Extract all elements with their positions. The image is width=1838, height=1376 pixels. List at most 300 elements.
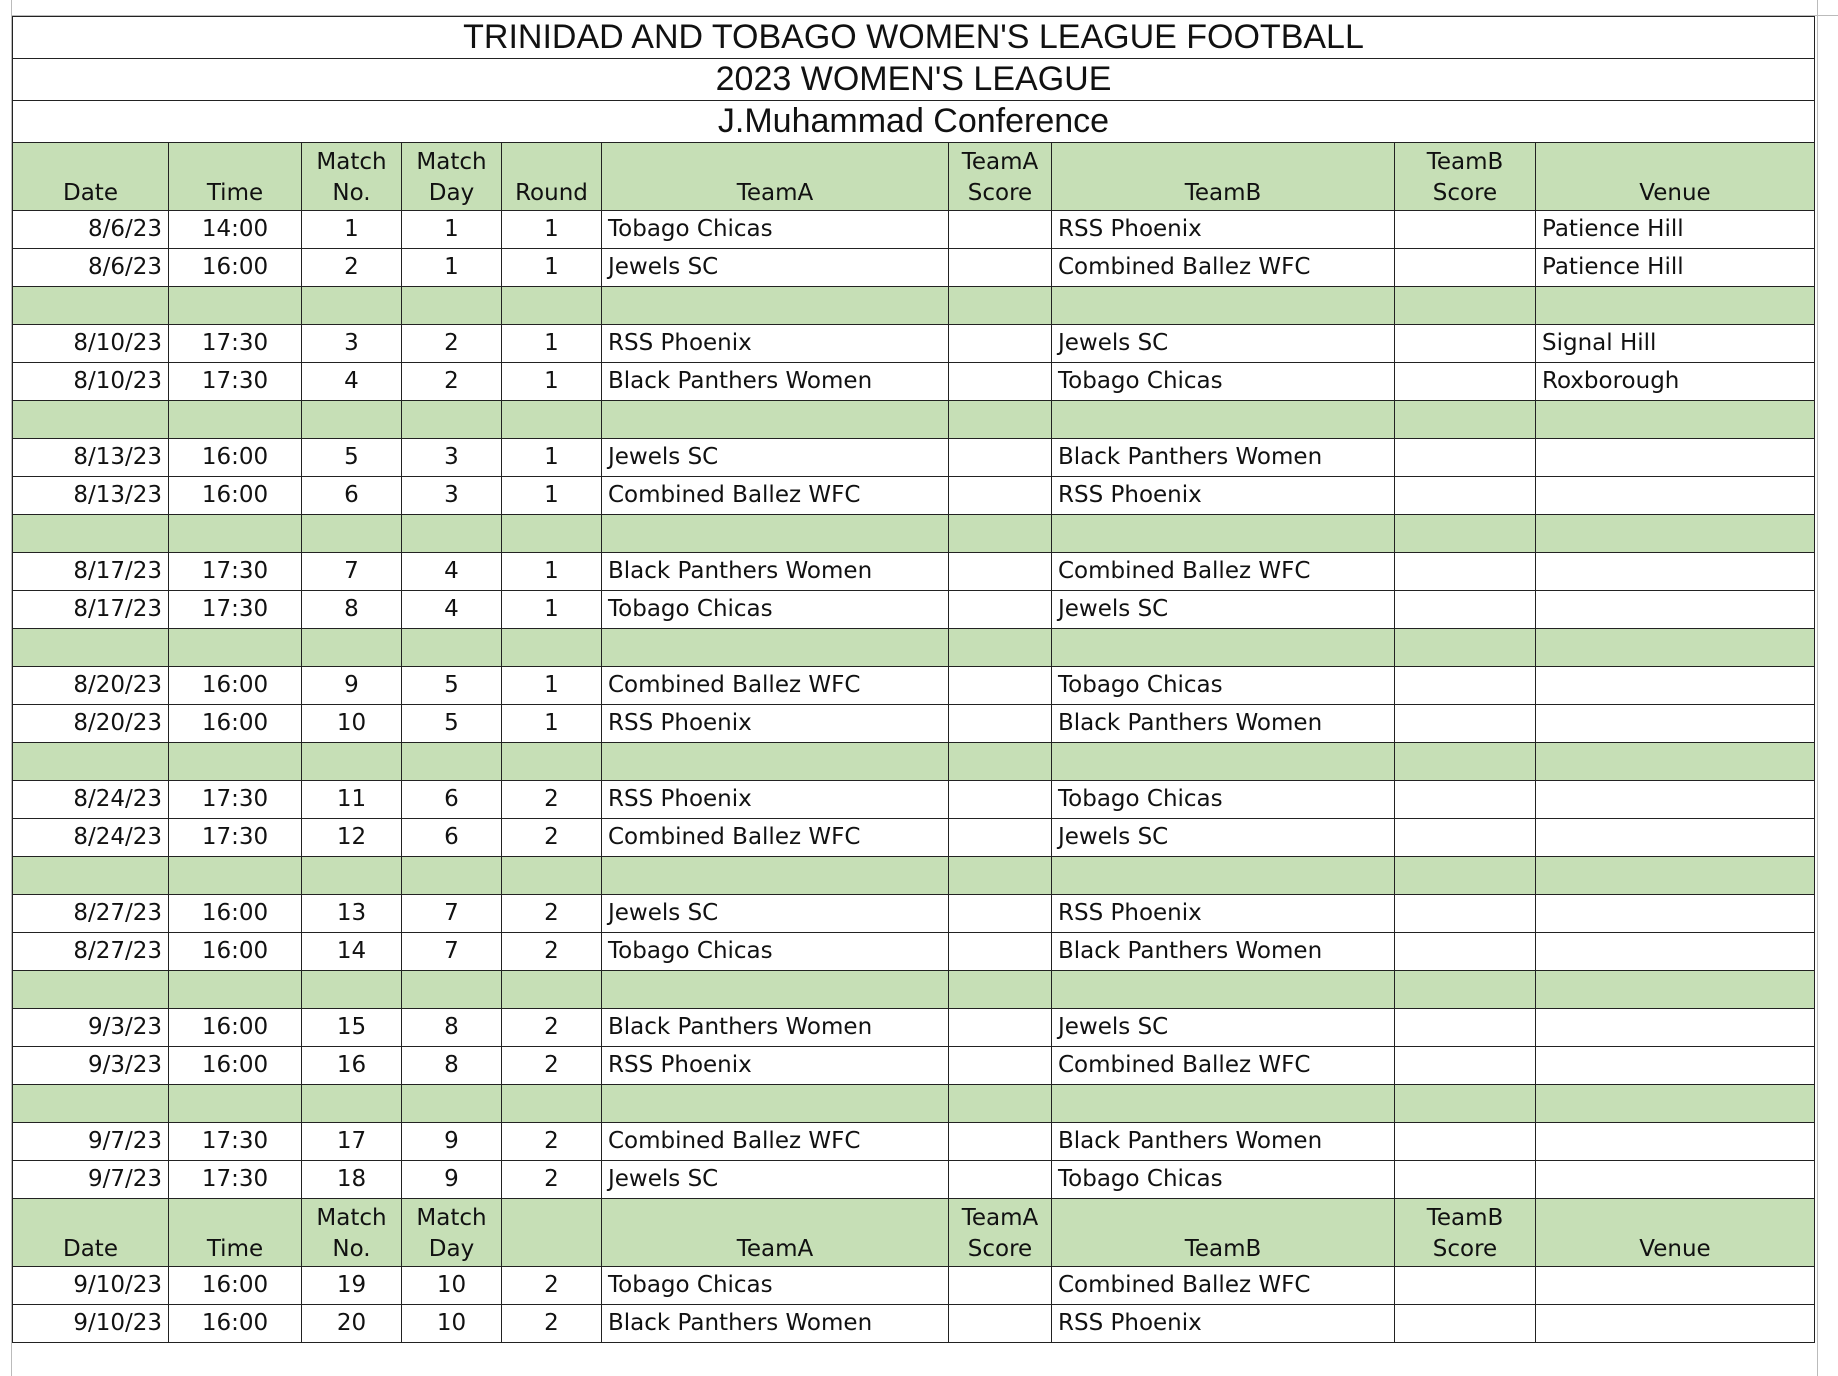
cell-date[interactable]: 8/24/23	[13, 781, 169, 819]
cell-teama[interactable]: Black Panthers Women	[602, 363, 949, 401]
cell-teamb-score[interactable]	[1395, 1161, 1536, 1199]
cell-venue[interactable]	[1536, 439, 1815, 477]
separator-cell[interactable]	[13, 287, 169, 325]
cell-match-no[interactable]: 7	[302, 553, 402, 591]
separator-cell[interactable]	[602, 401, 949, 439]
separator-cell[interactable]	[302, 1085, 402, 1123]
cell-teamb[interactable]: Combined Ballez WFC	[1052, 1047, 1395, 1085]
cell-date[interactable]: 9/3/23	[13, 1009, 169, 1047]
cell-date[interactable]: 8/6/23	[13, 211, 169, 249]
separator-cell[interactable]	[13, 971, 169, 1009]
header-teamb-score[interactable]	[1395, 1199, 1536, 1267]
header-teamb[interactable]: TeamB	[1052, 143, 1395, 211]
cell-teama[interactable]: RSS Phoenix	[602, 705, 949, 743]
cell-teama-score[interactable]	[949, 895, 1052, 933]
league-title[interactable]: TRINIDAD AND TOBAGO WOMEN'S LEAGUE FOOTBALL	[13, 17, 1815, 59]
separator-cell[interactable]	[949, 629, 1052, 667]
cell-teama[interactable]: Jewels SC	[602, 895, 949, 933]
separator-cell[interactable]	[949, 857, 1052, 895]
cell-teama[interactable]: Black Panthers Women	[602, 1009, 949, 1047]
separator-cell[interactable]	[302, 515, 402, 553]
separator-cell[interactable]	[13, 743, 169, 781]
separator-cell[interactable]	[602, 287, 949, 325]
cell-match-no[interactable]: 6	[302, 477, 402, 515]
cell-teamb[interactable]: Jewels SC	[1052, 819, 1395, 857]
cell-time[interactable]: 17:30	[169, 781, 302, 819]
cell-teama-score[interactable]	[949, 1123, 1052, 1161]
cell-time[interactable]: 16:00	[169, 1009, 302, 1047]
cell-match-day[interactable]: 5	[402, 705, 502, 743]
separator-cell[interactable]	[602, 629, 949, 667]
cell-teamb[interactable]: Jewels SC	[1052, 325, 1395, 363]
separator-cell[interactable]	[402, 515, 502, 553]
cell-teamb[interactable]: Black Panthers Women	[1052, 1123, 1395, 1161]
separator-cell[interactable]	[602, 857, 949, 895]
cell-teamb[interactable]: Combined Ballez WFC	[1052, 553, 1395, 591]
cell-match-no[interactable]: 5	[302, 439, 402, 477]
cell-venue[interactable]	[1536, 1009, 1815, 1047]
cell-round[interactable]: 1	[502, 363, 602, 401]
cell-venue[interactable]	[1536, 705, 1815, 743]
cell-venue[interactable]: Patience Hill	[1536, 249, 1815, 287]
separator-cell[interactable]	[1536, 743, 1815, 781]
cell-teama-score[interactable]	[949, 249, 1052, 287]
cell-teamb-score[interactable]	[1395, 249, 1536, 287]
cell-match-day[interactable]: 6	[402, 819, 502, 857]
cell-match-no[interactable]: 9	[302, 667, 402, 705]
cell-time[interactable]: 17:30	[169, 553, 302, 591]
cell-time[interactable]: 16:00	[169, 477, 302, 515]
header-match-no[interactable]	[302, 143, 402, 211]
header-venue[interactable]: Venue	[1536, 143, 1815, 211]
separator-cell[interactable]	[1052, 743, 1395, 781]
cell-teamb-score[interactable]	[1395, 895, 1536, 933]
cell-venue[interactable]	[1536, 667, 1815, 705]
separator-cell[interactable]	[1052, 971, 1395, 1009]
separator-cell[interactable]	[1395, 857, 1536, 895]
cell-teama-score[interactable]	[949, 363, 1052, 401]
separator-cell[interactable]	[1536, 287, 1815, 325]
cell-teama-score[interactable]	[949, 439, 1052, 477]
cell-match-no[interactable]: 20	[302, 1305, 402, 1343]
separator-cell[interactable]	[169, 401, 302, 439]
separator-cell[interactable]	[169, 743, 302, 781]
cell-date[interactable]: 9/7/23	[13, 1161, 169, 1199]
separator-cell[interactable]	[1395, 287, 1536, 325]
cell-time[interactable]: 16:00	[169, 1305, 302, 1343]
cell-teama[interactable]: Combined Ballez WFC	[602, 1123, 949, 1161]
cell-teamb-score[interactable]	[1395, 1047, 1536, 1085]
separator-cell[interactable]	[402, 743, 502, 781]
cell-time[interactable]: 16:00	[169, 667, 302, 705]
separator-cell[interactable]	[402, 1085, 502, 1123]
separator-cell[interactable]	[1052, 287, 1395, 325]
cell-round[interactable]: 1	[502, 591, 602, 629]
separator-cell[interactable]	[949, 971, 1052, 1009]
separator-cell[interactable]	[402, 971, 502, 1009]
cell-teama-score[interactable]	[949, 325, 1052, 363]
cell-round[interactable]: 2	[502, 1267, 602, 1305]
cell-teama[interactable]: RSS Phoenix	[602, 325, 949, 363]
cell-match-no[interactable]: 19	[302, 1267, 402, 1305]
cell-round[interactable]: 2	[502, 1047, 602, 1085]
separator-cell[interactable]	[1395, 1085, 1536, 1123]
cell-teamb-score[interactable]	[1395, 363, 1536, 401]
cell-teamb[interactable]: Black Panthers Women	[1052, 705, 1395, 743]
header-match-day[interactable]	[402, 1199, 502, 1267]
cell-match-no[interactable]: 8	[302, 591, 402, 629]
cell-round[interactable]: 2	[502, 781, 602, 819]
cell-match-day[interactable]: 5	[402, 667, 502, 705]
cell-time[interactable]: 17:30	[169, 325, 302, 363]
cell-teamb[interactable]: Combined Ballez WFC	[1052, 1267, 1395, 1305]
cell-venue[interactable]	[1536, 1123, 1815, 1161]
cell-venue[interactable]	[1536, 895, 1815, 933]
separator-cell[interactable]	[402, 857, 502, 895]
separator-cell[interactable]	[302, 857, 402, 895]
separator-cell[interactable]	[402, 401, 502, 439]
cell-teama-score[interactable]	[949, 705, 1052, 743]
separator-cell[interactable]	[602, 743, 949, 781]
cell-venue[interactable]	[1536, 591, 1815, 629]
separator-cell[interactable]	[1395, 971, 1536, 1009]
cell-match-day[interactable]: 4	[402, 591, 502, 629]
cell-teamb[interactable]: Tobago Chicas	[1052, 667, 1395, 705]
cell-teama-score[interactable]	[949, 1305, 1052, 1343]
cell-date[interactable]: 8/27/23	[13, 895, 169, 933]
separator-cell[interactable]	[1395, 401, 1536, 439]
cell-match-no[interactable]: 11	[302, 781, 402, 819]
header-date[interactable]: Date	[13, 143, 169, 211]
cell-teamb-score[interactable]	[1395, 553, 1536, 591]
cell-teamb-score[interactable]	[1395, 781, 1536, 819]
cell-date[interactable]: 8/6/23	[13, 249, 169, 287]
separator-cell[interactable]	[302, 287, 402, 325]
cell-teama-score[interactable]	[949, 667, 1052, 705]
cell-teamb-score[interactable]	[1395, 1009, 1536, 1047]
cell-teamb-score[interactable]	[1395, 591, 1536, 629]
cell-venue[interactable]	[1536, 477, 1815, 515]
cell-time[interactable]: 16:00	[169, 439, 302, 477]
cell-teama-score[interactable]	[949, 591, 1052, 629]
separator-cell[interactable]	[1536, 1085, 1815, 1123]
cell-date[interactable]: 8/13/23	[13, 477, 169, 515]
cell-round[interactable]: 1	[502, 667, 602, 705]
cell-match-no[interactable]: 10	[302, 705, 402, 743]
cell-match-no[interactable]: 18	[302, 1161, 402, 1199]
cell-venue[interactable]	[1536, 1305, 1815, 1343]
cell-date[interactable]: 8/27/23	[13, 933, 169, 971]
cell-match-no[interactable]: 4	[302, 363, 402, 401]
cell-teamb[interactable]: RSS Phoenix	[1052, 211, 1395, 249]
cell-date[interactable]: 8/20/23	[13, 705, 169, 743]
separator-cell[interactable]	[302, 971, 402, 1009]
header-teamb-score[interactable]	[1395, 143, 1536, 211]
cell-match-no[interactable]: 2	[302, 249, 402, 287]
separator-cell[interactable]	[1052, 515, 1395, 553]
separator-cell[interactable]	[1536, 971, 1815, 1009]
conference-title[interactable]: J.Muhammad Conference	[13, 101, 1815, 143]
separator-cell[interactable]	[302, 401, 402, 439]
cell-teamb[interactable]: Black Panthers Women	[1052, 439, 1395, 477]
cell-round[interactable]: 2	[502, 1009, 602, 1047]
cell-teama-score[interactable]	[949, 1161, 1052, 1199]
separator-cell[interactable]	[1052, 857, 1395, 895]
cell-time[interactable]: 14:00	[169, 211, 302, 249]
separator-cell[interactable]	[1395, 629, 1536, 667]
cell-teamb[interactable]: Jewels SC	[1052, 1009, 1395, 1047]
separator-cell[interactable]	[502, 629, 602, 667]
cell-teama[interactable]: Combined Ballez WFC	[602, 819, 949, 857]
separator-cell[interactable]	[502, 287, 602, 325]
cell-teamb-score[interactable]	[1395, 667, 1536, 705]
separator-cell[interactable]	[1395, 515, 1536, 553]
cell-match-day[interactable]: 3	[402, 439, 502, 477]
cell-round[interactable]: 2	[502, 895, 602, 933]
cell-teamb-score[interactable]	[1395, 1267, 1536, 1305]
cell-teamb[interactable]: RSS Phoenix	[1052, 1305, 1395, 1343]
separator-cell[interactable]	[169, 515, 302, 553]
separator-cell[interactable]	[502, 401, 602, 439]
cell-teama-score[interactable]	[949, 477, 1052, 515]
cell-round[interactable]: 2	[502, 933, 602, 971]
separator-cell[interactable]	[402, 629, 502, 667]
separator-cell[interactable]	[502, 971, 602, 1009]
separator-cell[interactable]	[1536, 401, 1815, 439]
separator-cell[interactable]	[949, 1085, 1052, 1123]
header-round[interactable]	[502, 1199, 602, 1267]
cell-match-no[interactable]: 15	[302, 1009, 402, 1047]
cell-date[interactable]: 9/10/23	[13, 1305, 169, 1343]
separator-cell[interactable]	[602, 971, 949, 1009]
separator-cell[interactable]	[602, 515, 949, 553]
cell-teamb-score[interactable]	[1395, 477, 1536, 515]
cell-time[interactable]: 17:30	[169, 1161, 302, 1199]
separator-cell[interactable]	[502, 857, 602, 895]
header-venue[interactable]: Venue	[1536, 1199, 1815, 1267]
cell-match-no[interactable]: 12	[302, 819, 402, 857]
cell-date[interactable]: 8/10/23	[13, 325, 169, 363]
cell-venue[interactable]	[1536, 1161, 1815, 1199]
header-match-no[interactable]	[302, 1199, 402, 1267]
cell-teama[interactable]: Jewels SC	[602, 249, 949, 287]
cell-round[interactable]: 2	[502, 1123, 602, 1161]
cell-match-no[interactable]: 14	[302, 933, 402, 971]
cell-match-no[interactable]: 1	[302, 211, 402, 249]
header-teama[interactable]: TeamA	[602, 143, 949, 211]
separator-cell[interactable]	[169, 629, 302, 667]
separator-cell[interactable]	[1052, 401, 1395, 439]
cell-match-day[interactable]: 10	[402, 1305, 502, 1343]
cell-match-day[interactable]: 1	[402, 211, 502, 249]
header-teama-score[interactable]	[949, 1199, 1052, 1267]
cell-round[interactable]: 1	[502, 211, 602, 249]
separator-cell[interactable]	[169, 971, 302, 1009]
cell-time[interactable]: 16:00	[169, 933, 302, 971]
cell-teamb-score[interactable]	[1395, 933, 1536, 971]
separator-cell[interactable]	[1536, 515, 1815, 553]
separator-cell[interactable]	[169, 857, 302, 895]
header-time[interactable]: Time	[169, 1199, 302, 1267]
header-round[interactable]: Round	[502, 143, 602, 211]
header-teamb[interactable]: TeamB	[1052, 1199, 1395, 1267]
cell-round[interactable]: 1	[502, 325, 602, 363]
cell-teama[interactable]: Tobago Chicas	[602, 591, 949, 629]
cell-venue[interactable]	[1536, 1267, 1815, 1305]
separator-cell[interactable]	[602, 1085, 949, 1123]
cell-round[interactable]: 1	[502, 249, 602, 287]
separator-cell[interactable]	[13, 401, 169, 439]
cell-date[interactable]: 9/3/23	[13, 1047, 169, 1085]
cell-teama[interactable]: Black Panthers Women	[602, 553, 949, 591]
cell-match-day[interactable]: 2	[402, 363, 502, 401]
cell-round[interactable]: 2	[502, 819, 602, 857]
cell-teama[interactable]: Combined Ballez WFC	[602, 477, 949, 515]
cell-match-day[interactable]: 8	[402, 1047, 502, 1085]
separator-cell[interactable]	[169, 287, 302, 325]
cell-time[interactable]: 17:30	[169, 1123, 302, 1161]
cell-round[interactable]: 1	[502, 477, 602, 515]
cell-match-day[interactable]: 7	[402, 933, 502, 971]
separator-cell[interactable]	[13, 629, 169, 667]
cell-time[interactable]: 16:00	[169, 705, 302, 743]
cell-match-day[interactable]: 9	[402, 1123, 502, 1161]
cell-venue[interactable]: Patience Hill	[1536, 211, 1815, 249]
cell-match-no[interactable]: 3	[302, 325, 402, 363]
separator-cell[interactable]	[1536, 629, 1815, 667]
cell-time[interactable]: 17:30	[169, 363, 302, 401]
cell-round[interactable]: 1	[502, 705, 602, 743]
separator-cell[interactable]	[949, 515, 1052, 553]
cell-match-no[interactable]: 13	[302, 895, 402, 933]
cell-venue[interactable]: Roxborough	[1536, 363, 1815, 401]
cell-teama-score[interactable]	[949, 1267, 1052, 1305]
cell-teama[interactable]: Tobago Chicas	[602, 211, 949, 249]
cell-venue[interactable]	[1536, 553, 1815, 591]
separator-cell[interactable]	[502, 515, 602, 553]
cell-teamb[interactable]: Tobago Chicas	[1052, 781, 1395, 819]
cell-teama[interactable]: RSS Phoenix	[602, 1047, 949, 1085]
cell-teamb[interactable]: Jewels SC	[1052, 591, 1395, 629]
cell-teamb[interactable]: Black Panthers Women	[1052, 933, 1395, 971]
cell-teama[interactable]: Black Panthers Women	[602, 1305, 949, 1343]
cell-round[interactable]: 1	[502, 553, 602, 591]
cell-teamb-score[interactable]	[1395, 211, 1536, 249]
cell-date[interactable]: 9/7/23	[13, 1123, 169, 1161]
cell-teamb-score[interactable]	[1395, 439, 1536, 477]
separator-cell[interactable]	[13, 1085, 169, 1123]
cell-time[interactable]: 17:30	[169, 591, 302, 629]
cell-teama-score[interactable]	[949, 819, 1052, 857]
header-time[interactable]: Time	[169, 143, 302, 211]
separator-cell[interactable]	[949, 743, 1052, 781]
cell-teama-score[interactable]	[949, 1047, 1052, 1085]
cell-teamb[interactable]: Tobago Chicas	[1052, 363, 1395, 401]
cell-teama[interactable]: Tobago Chicas	[602, 933, 949, 971]
separator-cell[interactable]	[402, 287, 502, 325]
cell-time[interactable]: 17:30	[169, 819, 302, 857]
cell-teamb-score[interactable]	[1395, 325, 1536, 363]
separator-cell[interactable]	[302, 629, 402, 667]
cell-date[interactable]: 8/20/23	[13, 667, 169, 705]
separator-cell[interactable]	[1052, 1085, 1395, 1123]
cell-teama-score[interactable]	[949, 553, 1052, 591]
cell-teamb-score[interactable]	[1395, 819, 1536, 857]
separator-cell[interactable]	[1395, 743, 1536, 781]
cell-time[interactable]: 16:00	[169, 1047, 302, 1085]
cell-teama-score[interactable]	[949, 1009, 1052, 1047]
cell-date[interactable]: 8/17/23	[13, 553, 169, 591]
cell-round[interactable]: 2	[502, 1161, 602, 1199]
cell-round[interactable]: 1	[502, 439, 602, 477]
cell-teama[interactable]: Jewels SC	[602, 1161, 949, 1199]
separator-cell[interactable]	[13, 515, 169, 553]
cell-teamb-score[interactable]	[1395, 1305, 1536, 1343]
cell-match-day[interactable]: 9	[402, 1161, 502, 1199]
header-match-day[interactable]	[402, 143, 502, 211]
cell-match-day[interactable]: 1	[402, 249, 502, 287]
cell-teamb[interactable]: RSS Phoenix	[1052, 895, 1395, 933]
separator-cell[interactable]	[949, 401, 1052, 439]
separator-cell[interactable]	[169, 1085, 302, 1123]
separator-cell[interactable]	[1052, 629, 1395, 667]
cell-round[interactable]: 2	[502, 1305, 602, 1343]
cell-date[interactable]: 9/10/23	[13, 1267, 169, 1305]
cell-match-no[interactable]: 17	[302, 1123, 402, 1161]
cell-date[interactable]: 8/10/23	[13, 363, 169, 401]
cell-match-no[interactable]: 16	[302, 1047, 402, 1085]
cell-date[interactable]: 8/13/23	[13, 439, 169, 477]
cell-teama-score[interactable]	[949, 781, 1052, 819]
cell-venue[interactable]: Signal Hill	[1536, 325, 1815, 363]
cell-match-day[interactable]: 7	[402, 895, 502, 933]
cell-teama-score[interactable]	[949, 933, 1052, 971]
cell-venue[interactable]	[1536, 1047, 1815, 1085]
cell-venue[interactable]	[1536, 781, 1815, 819]
cell-teamb-score[interactable]	[1395, 705, 1536, 743]
cell-time[interactable]: 16:00	[169, 1267, 302, 1305]
cell-match-day[interactable]: 3	[402, 477, 502, 515]
cell-date[interactable]: 8/17/23	[13, 591, 169, 629]
separator-cell[interactable]	[13, 857, 169, 895]
cell-match-day[interactable]: 2	[402, 325, 502, 363]
cell-teama[interactable]: Tobago Chicas	[602, 1267, 949, 1305]
cell-venue[interactable]	[1536, 819, 1815, 857]
cell-time[interactable]: 16:00	[169, 249, 302, 287]
separator-cell[interactable]	[1536, 857, 1815, 895]
cell-match-day[interactable]: 6	[402, 781, 502, 819]
cell-match-day[interactable]: 4	[402, 553, 502, 591]
cell-date[interactable]: 8/24/23	[13, 819, 169, 857]
cell-teama[interactable]: Jewels SC	[602, 439, 949, 477]
separator-cell[interactable]	[502, 743, 602, 781]
cell-time[interactable]: 16:00	[169, 895, 302, 933]
cell-teamb-score[interactable]	[1395, 1123, 1536, 1161]
separator-cell[interactable]	[949, 287, 1052, 325]
cell-teamb[interactable]: Tobago Chicas	[1052, 1161, 1395, 1199]
separator-cell[interactable]	[302, 743, 402, 781]
cell-match-day[interactable]: 8	[402, 1009, 502, 1047]
cell-teama[interactable]: Combined Ballez WFC	[602, 667, 949, 705]
cell-match-day[interactable]: 10	[402, 1267, 502, 1305]
cell-venue[interactable]	[1536, 933, 1815, 971]
cell-teamb[interactable]: Combined Ballez WFC	[1052, 249, 1395, 287]
header-teama-score[interactable]	[949, 143, 1052, 211]
separator-cell[interactable]	[502, 1085, 602, 1123]
cell-teamb[interactable]: RSS Phoenix	[1052, 477, 1395, 515]
cell-teama[interactable]: RSS Phoenix	[602, 781, 949, 819]
season-title[interactable]: 2023 WOMEN'S LEAGUE	[13, 59, 1815, 101]
